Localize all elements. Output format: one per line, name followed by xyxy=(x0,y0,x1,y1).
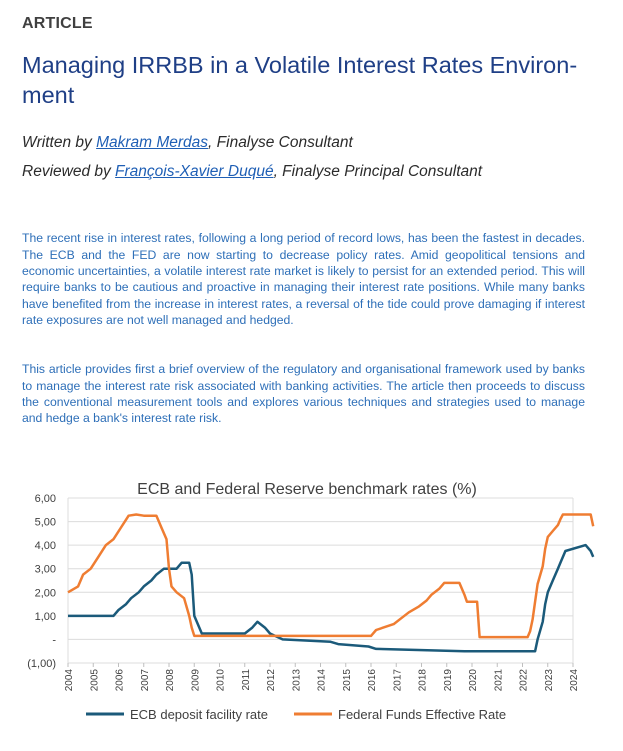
author-byline xyxy=(22,134,353,152)
x-tick-label: 2023 xyxy=(543,669,555,692)
fed-series-line xyxy=(68,515,593,638)
x-tick-label: 2013 xyxy=(291,669,303,692)
overview-paragraph: This article provides first a brief overview of the regulatory and organisational framework used by banks to manage the interest rate risk associated with banking activities. The article then proceeds to discuss the conventional measurement tools and explores various techniques and strategies used to manage and hedge a bank's interest rate risk. xyxy=(22,362,585,426)
legend-label-fed: Federal Funds Effective Rate xyxy=(338,707,507,722)
y-tick-label: (1,00) xyxy=(27,658,56,670)
y-tick-label: 2,00 xyxy=(34,587,56,600)
x-tick-label: 2005 xyxy=(89,669,101,692)
x-tick-label: 2009 xyxy=(190,669,202,692)
intro-paragraph: The recent rise in interest rates, following a long period of record lows, has been the fastest in decades. The ECB and the FED are now starting to decrease policy rates. Amid geopolitical tensions and economic uncertainties, a volatile interest rate market is likely to persist for an extended period. This will require banks to be cautious and proactive in managing their interest rate positions. While many banks have benefited from the increase in interest rates, a reversal of the tide could prove damaging if interest rate exposures are not well managed and hedged. xyxy=(22,231,585,328)
article-title: Managing IRRBB in a Volatile Interest Rates Environ-ment xyxy=(22,52,578,108)
x-tick-label: 2022 xyxy=(518,669,530,692)
y-tick-label: 6,00 xyxy=(34,493,56,505)
rates-chart xyxy=(0,470,623,751)
written-by-prefix: Written by xyxy=(22,134,97,151)
x-tick-label: 2024 xyxy=(569,669,580,692)
x-tick-label: 2007 xyxy=(139,669,151,692)
x-tick-label: 2017 xyxy=(392,669,404,692)
x-tick-label: 2004 xyxy=(64,669,75,692)
legend-label-ecb: ECB deposit facility rate xyxy=(130,707,269,722)
reviewer-link[interactable]: François-Xavier Duqué xyxy=(115,163,274,180)
reviewer-byline xyxy=(22,163,482,181)
y-tick-label: 1,00 xyxy=(34,610,56,623)
reviewer-role: , Finalyse Principal Consultant xyxy=(273,163,483,180)
chart-legend xyxy=(86,707,506,722)
x-tick-label: 2019 xyxy=(442,669,454,692)
author-role: , Finalyse Consultant xyxy=(208,134,353,151)
x-tick-label: 2012 xyxy=(266,669,277,692)
x-tick-label: 2015 xyxy=(341,669,353,692)
x-tick-label: 2011 xyxy=(240,669,252,691)
x-tick-label: 2008 xyxy=(165,669,176,692)
x-tick-label: 2010 xyxy=(215,669,227,692)
x-tick-label: 2006 xyxy=(114,669,126,692)
author-link[interactable]: Makram Merdas xyxy=(96,134,209,151)
x-tick-label: 2021 xyxy=(493,669,505,692)
x-tick-label: 2018 xyxy=(417,669,429,692)
y-tick-label: 3,00 xyxy=(34,563,56,576)
x-tick-label: 2020 xyxy=(468,669,479,692)
x-tick-label: 2014 xyxy=(316,669,328,692)
reviewed-by-prefix: Reviewed by xyxy=(22,163,116,180)
y-tick-label: - xyxy=(52,634,56,647)
chart-title: ECB and Federal Reserve benchmark rates (%) xyxy=(137,481,477,498)
y-tick-label: 5,00 xyxy=(34,516,56,529)
x-tick-label: 2016 xyxy=(367,669,378,692)
article-kicker: ARTICLE xyxy=(22,15,93,32)
y-tick-label: 4,00 xyxy=(34,540,56,553)
